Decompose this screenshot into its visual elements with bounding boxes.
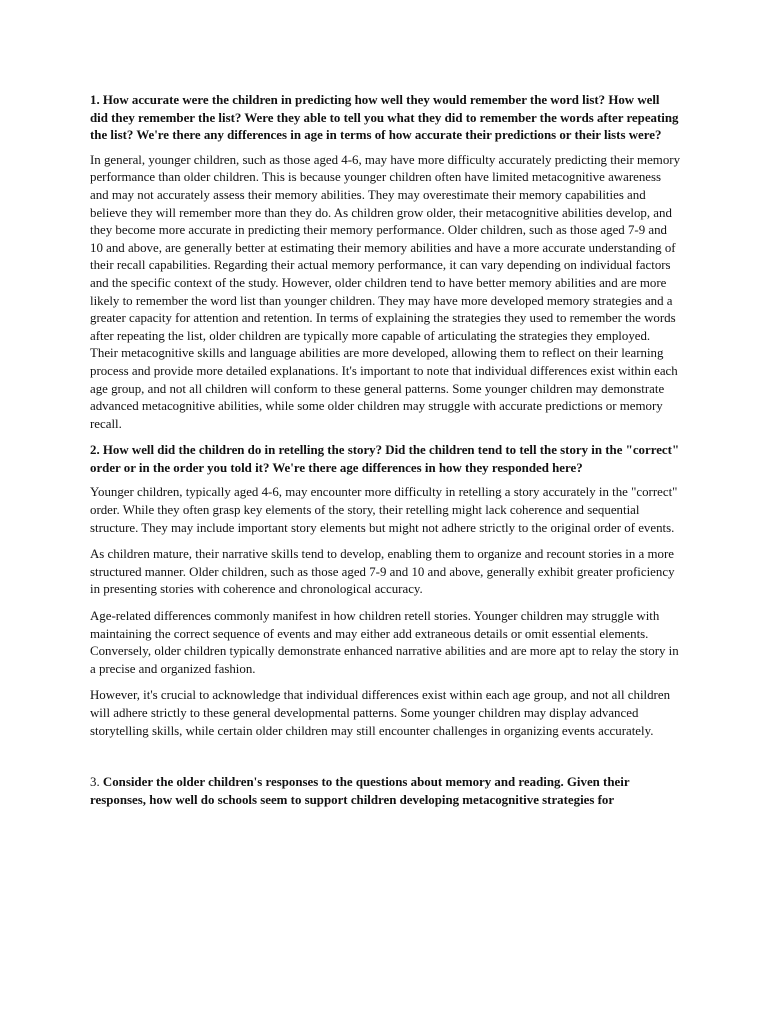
answer-1: In general, younger children, such as those aged 4-6, may have more difficulty accurately predicting their memory performance than older children. This is because younger children often have limited metacognitive awareness and may not accurately assess their memory abilities. They may overestimate their memory capabilities and believe they will remember more than they do. As children grow older, their metacognitive abilities develop, and they become more accurate in predicting their memory performance. Older children, such as those aged 7-9 and 10 and above, are generally better at estimating their memory abilities and have a more accurate understanding of their recall capabilities. Regarding their actual memory performance, it can vary depending on individual factors and the specific context of the study. However, older children tend to have better memory abilities and are more likely to remember the word list than younger children. They may have more developed memory strategies and a greater capacity for attention and retention. In terms of explaining the strategies they used to remember the words after repeating the list, older children are typically more capable of articulating the strategies they employed. Their metacognitive skills and language abilities are more developed, allowing them to reflect on their learning process and provide more detailed explanations. It's important to note that individual differences exist within each age group, and not all children will conform to these general patterns. Some younger children may demonstrate advanced metacognitive abilities, while some older children may struggle with accurate predictions or memory recall. xyxy=(90,152,681,431)
question-3-number: 3. xyxy=(90,775,100,790)
question-3 xyxy=(90,774,680,809)
answer-2-paragraph-3: Age-related differences commonly manifest in how children retell stories. Younger children may struggle with maintaining the correct sequence of events and may either add extraneous details or omit essential elements. Conversely, older children typically demonstrate enhanced narrative abilities and are more apt to relay the story in a precise and organized fashion. xyxy=(90,609,679,676)
answer-2-paragraph-2: As children mature, their narrative skills tend to develop, enabling them to organize and recount stories in a more structured manner. Older children, such as those aged 7-9 and 10 and above, generally exhibit greater proficiency in presenting stories with coherence and chronological accuracy. xyxy=(90,547,675,597)
answer-2-paragraph-4: However, it's crucial to acknowledge that individual differences exist within each age group, and not all children will adhere strictly to these general developmental patterns. Some younger children may display advanced storytelling skills, while certain older children may still encounter challenges in organizing events accurately. xyxy=(90,688,671,738)
question-3-text: Consider the older children's responses to the questions about memory and reading. Given their responses, how well do schools seem to support children developing metacognitive strategies for xyxy=(90,775,630,807)
answer-2-paragraph-1: Younger children, typically aged 4-6, may encounter more difficulty in retelling a story accurately in the "correct" order. While they often grasp key elements of the story, their retelling might lack coherence and sequential structure. They may include important story elements but might not adhere strictly to the original order of events. xyxy=(90,485,678,535)
question-1: 1. How accurate were the children in predicting how well they would remember the word list? How well did they remember the list? Were they able to tell you what they did to remember the words after repeating the list? We're there any differences in age in terms of how accurate their predictions or their lists were? xyxy=(90,93,679,143)
question-2: 2. How well did the children do in retelling the story? Did the children tend to tell the story in the "correct" order or in the order you told it? We're there age differences in how they responded here? xyxy=(90,443,680,475)
document-page xyxy=(90,92,680,818)
